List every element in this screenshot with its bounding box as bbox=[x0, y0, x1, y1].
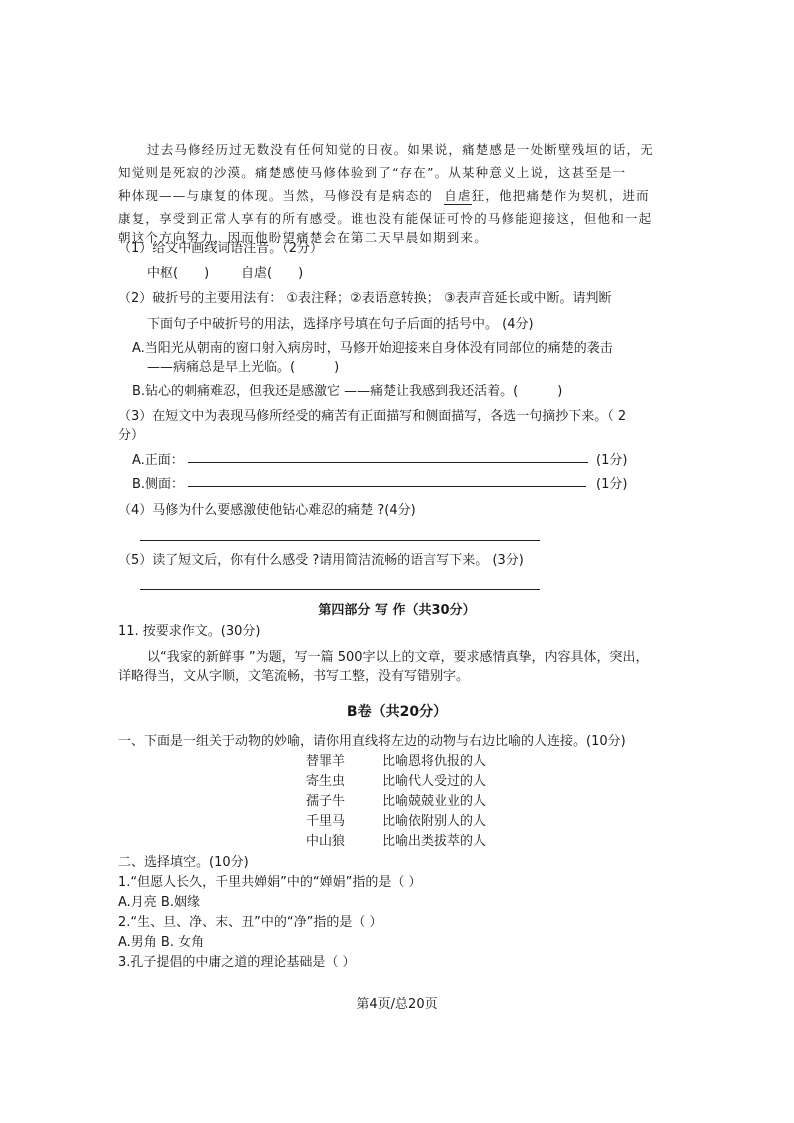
choice-1: 1.“但愿人长久，千里共婵娟”中的“婵娟”指的是（ ） bbox=[118, 875, 422, 890]
animal-1: 替罪羊 bbox=[306, 754, 346, 769]
answer-line-3b[interactable] bbox=[188, 486, 586, 487]
animal-2: 寄生虫 bbox=[306, 774, 346, 789]
question-2-line-1: （2）破折号的主要用法有： ①表注释；②表语意转换； ③表声音延长或中断。请判断 bbox=[118, 291, 612, 306]
answer-line-3a[interactable] bbox=[188, 462, 588, 463]
question-3-line-1: （3）在短文中为表现马修所经受的痛苦有正面描写和侧面描写，各选一句摘抄下来。（ 2 bbox=[118, 409, 627, 424]
animal-4: 千里马 bbox=[306, 814, 346, 829]
underlined-word: 自虐 bbox=[444, 188, 472, 203]
page-number: 第4页/总20页 bbox=[356, 997, 438, 1012]
question-11: 11. 按要求作文。(30分) bbox=[118, 624, 261, 639]
meaning-2: 比喻代人受过的人 bbox=[382, 774, 487, 789]
choice-3: 3.孔子提倡的中庸之道的理论基础是（ ） bbox=[118, 955, 356, 970]
passage-line-3-a: 种体现——与康复的体现。当然，马修没有是病态的 bbox=[118, 188, 434, 203]
passage-line-1: 过去马修经历过无数没有任何知觉的日夜。如果说，痛楚感是一处断壁残垣的话，无 bbox=[147, 142, 654, 157]
part-b-title: B卷（共20分） bbox=[346, 704, 448, 720]
question-2-option-b: B.钻心的刺痛难忍，但我还是感激它 ——痛楚让我感到我还活着。( ) bbox=[132, 384, 563, 399]
essay-instructions-line-2: 详略得当，文从字顺，文笔流畅，书写工整，没有写错别字。 bbox=[118, 669, 470, 684]
passage-line-3 bbox=[118, 186, 650, 205]
question-3-b-score: (1分) bbox=[596, 477, 628, 492]
question-4: （4）马修为什么要感激使他钻心难忍的痛楚 ?(4分) bbox=[118, 503, 416, 518]
question-1-item-1: 中枢( ) bbox=[147, 266, 210, 281]
choice-1-options: A.月亮 B.姻缘 bbox=[118, 895, 200, 910]
meaning-3: 比喻兢兢业业的人 bbox=[382, 794, 487, 809]
question-5: （5）读了短文后，你有什么感受 ?请用简洁流畅的语言写下来。 (3分) bbox=[118, 553, 524, 568]
passage-line-3-b: 狂，他把痛楚作为契机，进而 bbox=[471, 188, 650, 203]
passage-line-5: 朝这个方向努力，因而他盼望痛楚会在第二天早晨如期到来。 bbox=[118, 230, 488, 245]
question-1-item-2: 自虐( ) bbox=[241, 266, 304, 281]
question-2-option-a-line-2: ——病痛总是早上光临。( ) bbox=[147, 360, 340, 375]
choice-2-options: A.男角 B. 女角 bbox=[118, 935, 205, 950]
choice-2: 2.“生、旦、净、末、丑”中的“净”指的是（ ） bbox=[118, 915, 383, 930]
question-2-line-2: 下面句子中破折号的用法，选择序号填在句子后面的括号中。 (4分) bbox=[147, 317, 534, 332]
part-4-title: 第四部分 写 作（共30分） bbox=[318, 603, 476, 618]
meaning-1: 比喻恩将仇报的人 bbox=[382, 754, 487, 769]
animal-5: 中山狼 bbox=[306, 834, 346, 849]
answer-line-5[interactable] bbox=[140, 589, 540, 590]
section-2-title: 二、选择填空。(10分) bbox=[118, 855, 249, 870]
answer-line-4[interactable] bbox=[140, 540, 540, 541]
question-3-b-label: B.侧面： bbox=[132, 477, 185, 492]
animal-3: 孺子牛 bbox=[306, 794, 346, 809]
question-3-a-label: A.正面： bbox=[132, 453, 184, 468]
question-3-a-score: (1分) bbox=[596, 453, 628, 468]
question-1: （1）给文中画线词语注音。（2分） bbox=[118, 241, 324, 256]
question-2-option-a-line-1: A.当阳光从朝南的窗口射入病房时，马修开始迎接来自身体没有同部位的痛楚的袭击 bbox=[132, 341, 613, 356]
passage-line-4: 康复，享受到正常人享有的所有感受。谁也没有能保证可怜的马修能迎接这，但他和一起 bbox=[118, 211, 653, 226]
passage-line-2: 知觉则是死寂的沙漠。痛楚感使马修体验到了“存在”。从某种意义上说，这甚至是一 bbox=[118, 165, 627, 180]
meaning-5: 比喻出类拔萃的人 bbox=[382, 834, 487, 849]
question-3-line-2: 分） bbox=[118, 428, 145, 443]
section-1-title: 一、下面是一组关于动物的妙喻，请你用直线将左边的动物与右边比喻的人连接。(10分) bbox=[118, 734, 626, 749]
meaning-4: 比喻依附别人的人 bbox=[382, 814, 487, 829]
essay-instructions-line-1: 以“我家的新鲜事 ”为题，写一篇 500字以上的文章，要求感情真挚，内容具体，突出， bbox=[147, 650, 649, 665]
